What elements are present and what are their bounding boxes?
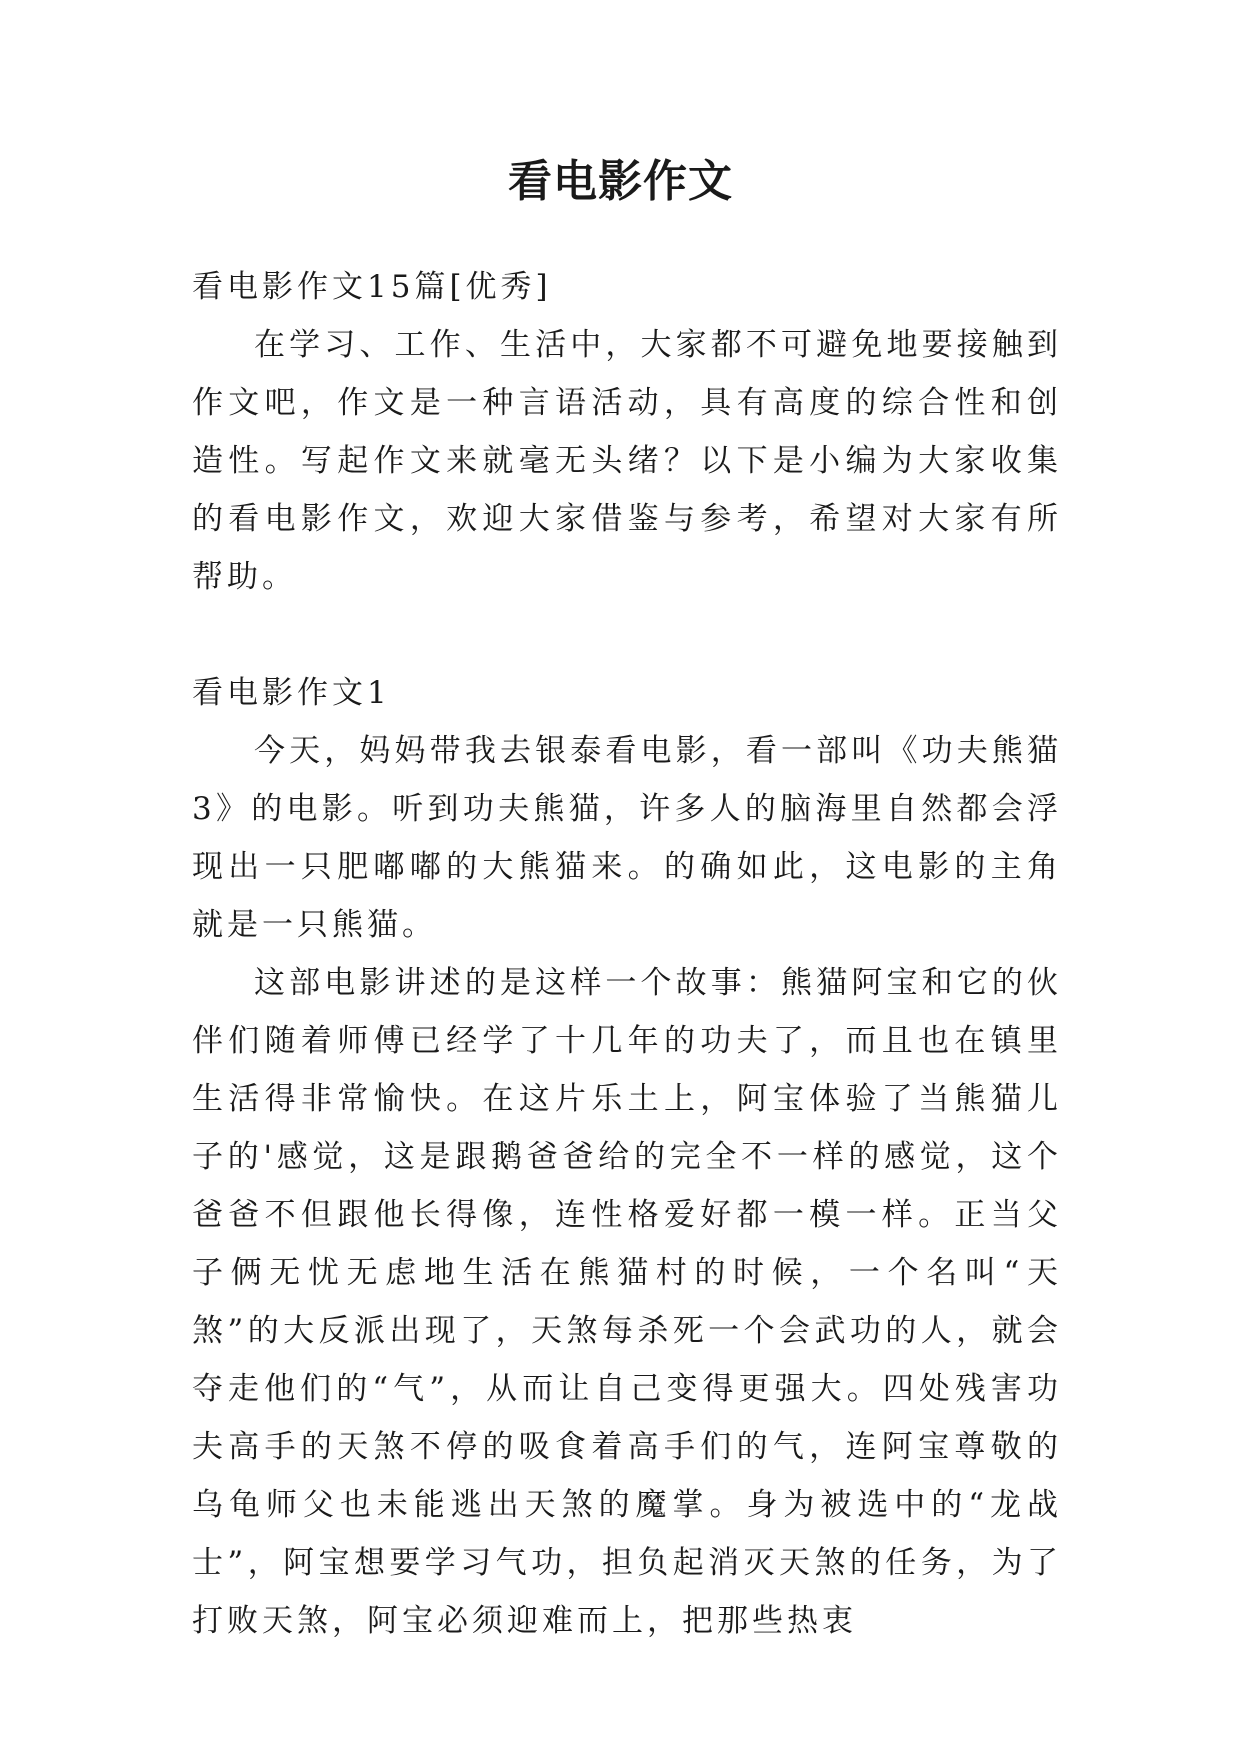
section-heading: 看电影作文1 — [192, 675, 391, 711]
body-paragraph: 这部电影讲述的是这样一个故事：熊猫阿宝和它的伙伴们随着师傅已经学了十几年的功夫了，而且也在镇里生活得非常愉快。在这片乐土上，阿宝体验了当熊猫儿子的'感觉，这是跟鹅爸爸给的完全不一样的感觉，这个爸爸不但跟他长得像，连性格爱好都一模一样。正当父子俩无忧无虑地生活在熊猫村的时候，一个名叫“天煞”的大反派出现了，天煞每杀死一个会武功的人，就会夺走他们的“气”，从而让自己变得更强大。四处残害功夫高手的天煞不停的吸食着高手们的气，连阿宝尊敬的乌龟师父也未能逃出天煞的魔掌。身为被选中的“龙战士”，阿宝想要学习气功，担负起消灭天煞的任务，为了打败天煞，阿宝必须迎难而上，把那些热衷 — [192, 965, 1062, 1639]
paragraph-spacer — [192, 606, 1062, 664]
document-body — [192, 258, 1062, 1650]
intro-paragraph: 在学习、工作、生活中，大家都不可避免地要接触到作文吧，作文是一种言语活动，具有高度的综合性和创造性。写起作文来就毫无头绪？以下是小编为大家收集的看电影作文，欢迎大家借鉴与参考，希望对大家有所帮助。 — [192, 327, 1062, 595]
document-title: 看电影作文 — [508, 156, 733, 207]
document-subtitle: 看电影作文15篇[优秀] — [192, 269, 552, 305]
body-paragraph: 今天，妈妈带我去银泰看电影，看一部叫《功夫熊猫3》的电影。听到功夫熊猫，许多人的脑海里自然都会浮现出一只肥嘟嘟的大熊猫来。的确如此，这电影的主角就是一只熊猫。 — [192, 733, 1062, 943]
